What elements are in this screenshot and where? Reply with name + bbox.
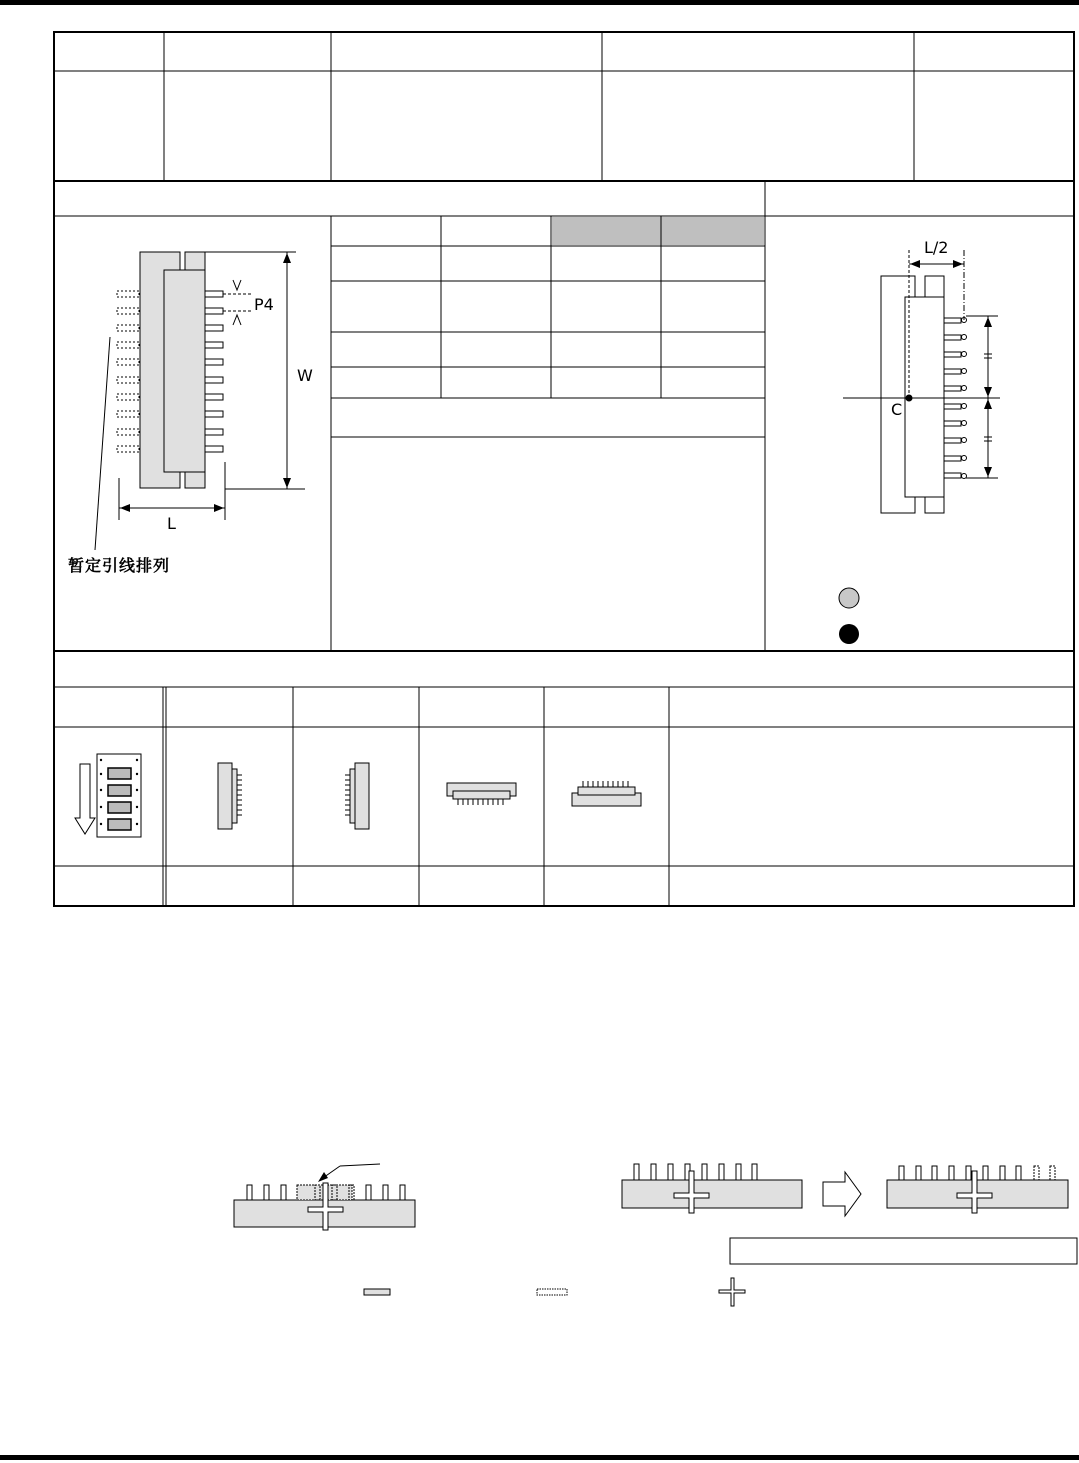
lower-diagram-3 bbox=[887, 1166, 1068, 1213]
mounting-center-view bbox=[843, 250, 1000, 513]
tentative-lead-arrangement-label: 暂定引线排列 bbox=[68, 556, 171, 575]
lower-diagram-2 bbox=[622, 1164, 802, 1213]
orientation-4 bbox=[572, 781, 641, 806]
legend-gray-dot bbox=[839, 588, 859, 608]
half-length-label: L/2 bbox=[924, 238, 949, 257]
orientation-2 bbox=[345, 763, 369, 829]
shaded-header-cells bbox=[552, 217, 764, 245]
orientation-3 bbox=[447, 783, 516, 805]
arrow-right-icon bbox=[823, 1172, 861, 1216]
center-label: C bbox=[891, 400, 903, 419]
bottom-rule bbox=[0, 1455, 1079, 1460]
tape-pictogram bbox=[75, 754, 141, 837]
orientation-1 bbox=[218, 763, 242, 829]
plus-cross-icon bbox=[719, 1278, 745, 1306]
width-label: W bbox=[297, 366, 313, 385]
length-label: L bbox=[167, 514, 176, 533]
legend-solid-lead bbox=[364, 1289, 390, 1295]
legend-dashed-lead bbox=[537, 1289, 567, 1295]
lower-diagram-1 bbox=[234, 1164, 415, 1230]
pitch-label: P4 bbox=[254, 295, 274, 314]
legend-black-dot bbox=[839, 624, 859, 644]
note-box bbox=[730, 1238, 1077, 1264]
